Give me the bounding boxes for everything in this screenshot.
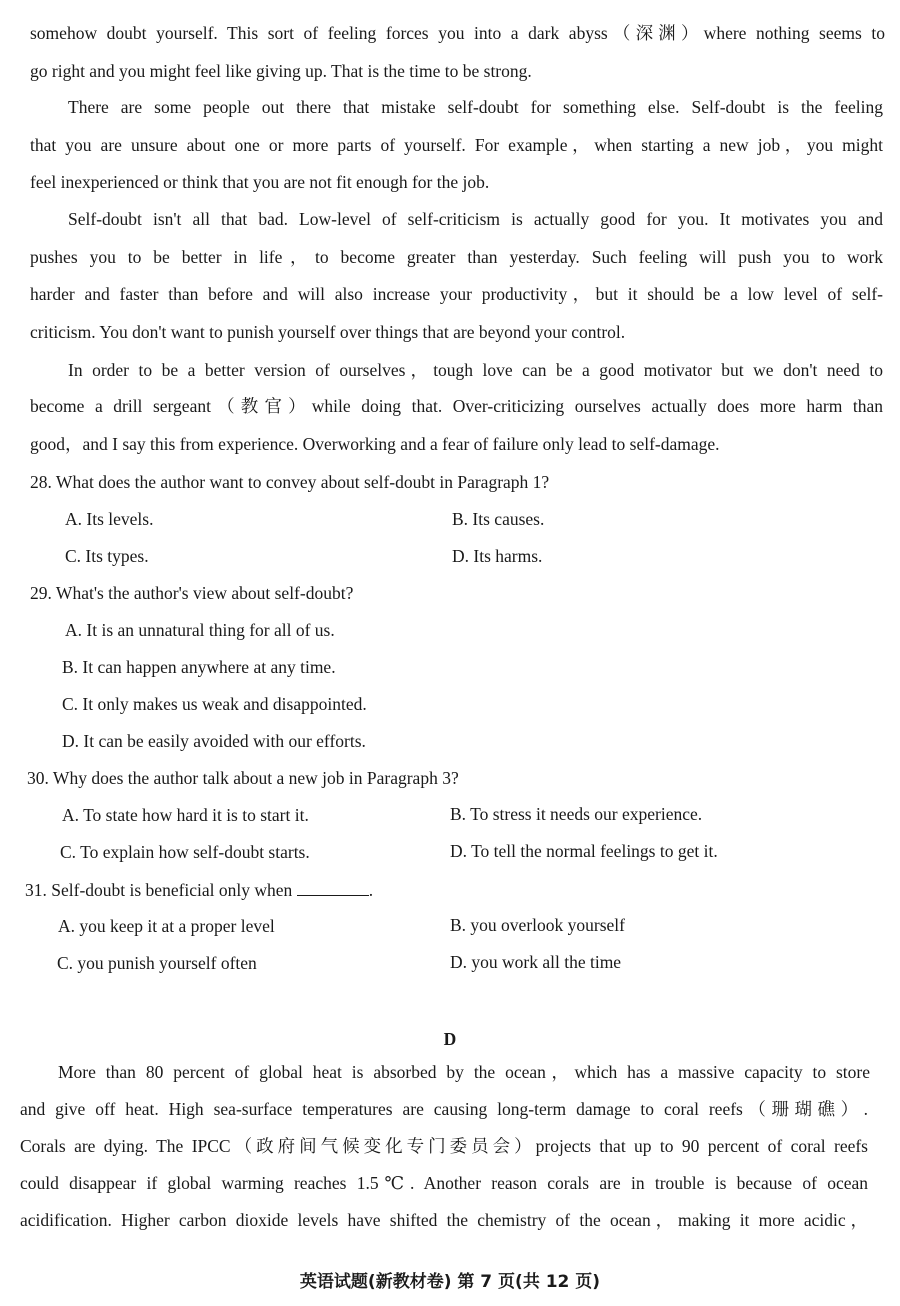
passage-line: harder and faster than before and will also increase your productivity，but it should be a low level of self- (30, 284, 883, 304)
question-stem: 29. What's the author's view about self-doubt? (30, 583, 354, 603)
passage-line: pushes you to be better in life，to become greater than yesterday. Such feeling will push you to work (30, 247, 883, 267)
page-footer: 英语试题(新教材卷) 第 7 页(共 12 页) (299, 1272, 601, 1292)
passage-line: acidification. Higher carbon dioxide levels have shifted the chemistry of the ocean，making it more acidic， (20, 1210, 868, 1230)
option-a: A. Its levels. (65, 509, 154, 529)
option-d: D. To tell the normal feelings to get it. (450, 841, 718, 861)
question-stem (25, 881, 373, 900)
option-c: C. Its types. (65, 546, 149, 566)
option-b: B. Its causes. (452, 509, 545, 529)
passage-line: that you are unsure about one or more parts of yourself. For example，when starting a new job，you might (30, 135, 883, 155)
option-c: C. It only makes us weak and disappointed. (62, 694, 367, 714)
passage-line: good，and I say this from experience. Overworking and a fear of failure only lead to self-damage. (30, 434, 720, 454)
passage-line: There are some people out there that mistake self-doubt for something else. Self-doubt is the feeling (68, 97, 883, 117)
option-d: D. Its harms. (452, 546, 543, 566)
question-stem: 28. What does the author want to convey about self-doubt in Paragraph 1? (30, 472, 550, 492)
option-a: A. It is an unnatural thing for all of us. (65, 620, 335, 640)
question-stem-end: . (368, 880, 374, 900)
option-d: D. It can be easily avoided with our efforts. (62, 731, 366, 751)
section-heading: D (443, 1029, 457, 1049)
option-c: C. To explain how self-doubt starts. (60, 842, 310, 862)
passage-line: feel inexperienced or think that you are not fit enough for the job. (30, 172, 490, 192)
passage-line: could disappear if global warming reaches 1.5℃. Another reason corals are in trouble is because of ocean (20, 1173, 868, 1193)
option-a: A. To state how hard it is to start it. (62, 805, 309, 825)
option-b: B. To stress it needs our experience. (450, 804, 703, 824)
passage-line: More than 80 percent of global heat is absorbed by the ocean，which has a massive capacity to store (58, 1062, 870, 1082)
option-d: D. you work all the time (450, 952, 622, 972)
option-a: A. you keep it at a proper level (58, 916, 275, 936)
passage-line: In order to be a better version of ourselves，tough love can be a good motivator but we don't need to (68, 360, 883, 380)
passage-line: go right and you might feel like giving up. That is the time to be strong. (30, 61, 532, 81)
option-c: C. you punish yourself often (57, 953, 257, 973)
passage-line: Corals are dying. The IPCC（政府间气候变化专门委员会）projects that up to 90 percent of coral reefs (20, 1136, 868, 1156)
option-b: B. It can happen anywhere at any time. (62, 657, 336, 677)
question-stem-text: 31. Self-doubt is beneficial only when (25, 880, 293, 900)
passage-line: Self-doubt isn't all that bad. Low-level of self-criticism is actually good for you. It motivates you and (68, 209, 883, 229)
passage-line: become a drill sergeant（教官）while doing that. Over-criticizing ourselves actually does more harm than (30, 396, 883, 416)
passage-line: somehow doubt yourself. This sort of feeling forces you into a dark abyss（深渊）where nothing seems to (30, 23, 885, 43)
answer-blank (297, 881, 369, 896)
question-stem: 30. Why does the author talk about a new job in Paragraph 3? (27, 768, 459, 788)
option-b: B. you overlook yourself (450, 915, 625, 935)
passage-line: and give off heat. High sea-surface temperatures are causing long-term damage to coral reefs（珊瑚礁）. (20, 1099, 868, 1119)
passage-line: criticism. You don't want to punish yourself over things that are beyond your control. (30, 322, 626, 342)
